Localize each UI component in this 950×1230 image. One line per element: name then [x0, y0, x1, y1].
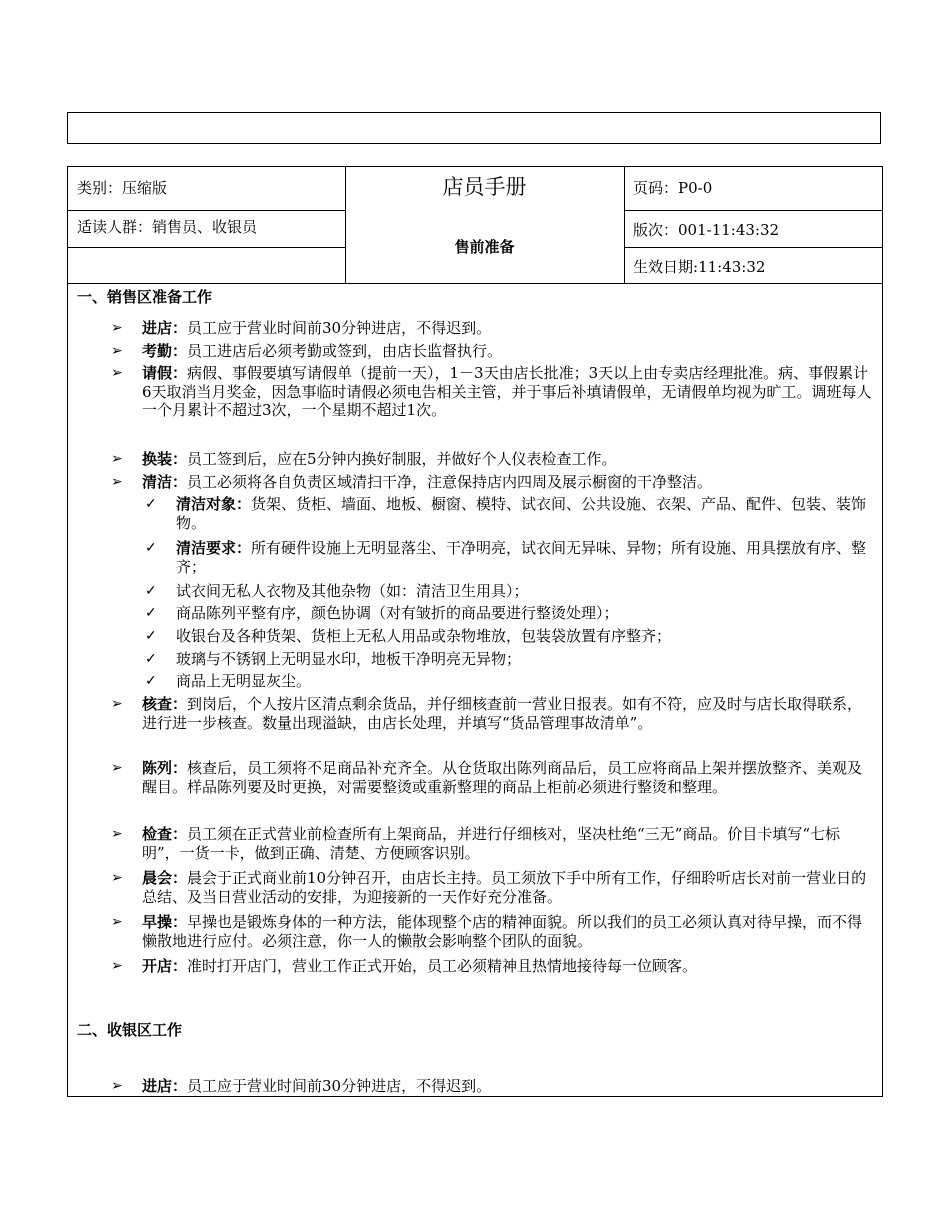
- item-term: 进店：: [142, 319, 188, 337]
- sub-item-text: 商品陈列平整有序，颜色协调（对有皱折的商品要进行整烫处理）；: [176, 604, 619, 622]
- audience-value: 销售员、收银员: [152, 218, 258, 236]
- sub-list-item: [176, 539, 876, 576]
- item-term: 核查：: [142, 695, 188, 713]
- item-term: 晨会：: [142, 869, 188, 887]
- bullet-arrow-icon: ➢: [111, 343, 123, 359]
- category-label: 类别：: [77, 179, 123, 197]
- list-item: [142, 913, 876, 950]
- check-mark-icon: ✓: [145, 628, 157, 644]
- item-text: 晨会于正式商业前10分钟召开，由店长主持。员工须放下手中所有工作，仔细聆听店长对前一营业日的总结、及当日营业活动的安排，为迎接新的一天作好充分准备。: [142, 869, 867, 906]
- bullet-arrow-icon: ➢: [111, 914, 123, 930]
- list-item: [142, 319, 876, 338]
- audience-cell: [77, 217, 257, 237]
- page-cell: [633, 178, 712, 198]
- sub-item-text: 所有硬件设施上无明显落尘、干净明亮，试衣间无异味、异物；所有设施、用具摆放有序、整齐；: [176, 539, 867, 576]
- version-label: 版次：: [633, 221, 679, 239]
- item-term: 清洁：: [142, 473, 188, 491]
- item-text: 员工应于营业时间前30分钟进店，不得迟到。: [187, 1077, 492, 1095]
- version-cell: [633, 220, 779, 240]
- sub-item-text: 试衣间无私人衣物及其他杂物（如：清洁卫生用具）；: [176, 582, 529, 600]
- sub-list-item: [176, 582, 876, 601]
- item-term: 换装：: [142, 450, 188, 468]
- list-item: [142, 450, 876, 469]
- sub-list-item: [176, 495, 876, 532]
- effective-value: 11:43:32: [698, 258, 766, 276]
- header-divider-h2b: [624, 247, 883, 248]
- version-value: 001-11:43:32: [678, 221, 780, 239]
- category-cell: [77, 178, 167, 198]
- check-mark-icon: ✓: [145, 673, 157, 689]
- list-item: [142, 695, 876, 732]
- item-text: 核查后，员工须将不足商品补充齐全。从仓货取出陈列商品后，员工应将商品上架并摆放整齐、美观及醒目。样品陈列要及时更换，对需要整烫或重新整理的商品上柜前必须进行整烫和整理。: [142, 759, 863, 796]
- item-text: 员工应于营业时间前30分钟进店，不得迟到。: [187, 319, 492, 337]
- list-item: [142, 342, 876, 361]
- list-item: [142, 1077, 876, 1096]
- check-mark-icon: ✓: [145, 605, 157, 621]
- document-frame: [67, 166, 883, 1097]
- item-text: 准时打开店门，营业工作正式开始，员工必须精神且热情地接待每一位顾客。: [187, 957, 698, 975]
- header-divider-h1b: [624, 210, 883, 211]
- item-text: 员工签到后，应在5分钟内换好制服，并做好个人仪表检查工作。: [187, 450, 617, 468]
- bullet-arrow-icon: ➢: [111, 365, 123, 381]
- bullet-arrow-icon: ➢: [111, 1078, 123, 1094]
- bullet-arrow-icon: ➢: [111, 696, 123, 712]
- check-mark-icon: ✓: [145, 651, 157, 667]
- item-term: 检查：: [142, 825, 188, 843]
- item-term: 请假：: [142, 364, 188, 382]
- bullet-arrow-icon: ➢: [111, 451, 123, 467]
- item-text: 到岗后，个人按片区清点剩余货品，并仔细核查前一营业日报表。如有不符，应及时与店长取得联系，进行进一步核查。数量出现溢缺，由店长处理，并填写“货品管理事故清单”。: [142, 695, 863, 732]
- item-term: 考勤：: [142, 342, 188, 360]
- section-title-cashier: 二、收银区工作: [77, 1021, 183, 1039]
- item-text: 员工进店后必须考勤或签到，由店长监督执行。: [187, 342, 503, 360]
- header-divider-h2: [68, 247, 345, 248]
- bullet-arrow-icon: ➢: [111, 320, 123, 336]
- list-item: [142, 473, 876, 492]
- list-item: [142, 759, 876, 796]
- bullet-arrow-icon: ➢: [111, 826, 123, 842]
- item-text: 早操也是锻炼身体的一种方法，能体现整个店的精神面貌。所以我们的员工必须认真对待早操，而不得懒散地进行应付。必须注意，你一人的懒散会影响整个团队的面貌。: [142, 913, 863, 950]
- sub-item-text: 玻璃与不锈钢上无明显水印，地板干净明亮无异物；: [176, 650, 522, 668]
- section-title-sales: 一、销售区准备工作: [77, 288, 213, 306]
- item-term: 进店：: [142, 1077, 188, 1095]
- header-bottom-line: [68, 283, 883, 284]
- sub-item-text: 商品上无明显灰尘。: [176, 672, 312, 690]
- document-subtitle: 售前准备: [454, 238, 515, 256]
- check-mark-icon: ✓: [145, 540, 157, 556]
- document-title: 店员手册: [442, 175, 527, 199]
- list-item: [142, 825, 876, 862]
- item-term: 陈列：: [142, 759, 188, 777]
- list-item: [142, 869, 876, 906]
- sub-item-text: 货架、货柜、墙面、地板、橱窗、模特、试衣间、公共设施、衣架、产品、配件、包装、装饰物。: [176, 495, 867, 532]
- sub-item-term: 清洁对象：: [176, 495, 252, 513]
- sub-list-item: [176, 627, 876, 646]
- bullet-arrow-icon: ➢: [111, 958, 123, 974]
- category-value: 压缩版: [122, 179, 168, 197]
- effective-label: 生效日期:: [633, 258, 699, 276]
- item-text: 员工必须将各自负责区域清扫干净，注意保持店内四周及展示橱窗的干净整洁。: [187, 473, 713, 491]
- sub-list-item: [176, 650, 876, 669]
- effective-date-cell: [633, 257, 765, 277]
- audience-label: 适读人群：: [77, 218, 153, 236]
- item-term: 开店：: [142, 957, 188, 975]
- check-mark-icon: ✓: [145, 583, 157, 599]
- bullet-arrow-icon: ➢: [111, 474, 123, 490]
- sub-item-term: 清洁要求：: [176, 539, 252, 557]
- top-header-box: [67, 112, 881, 144]
- sub-list-item: [176, 604, 876, 623]
- bullet-arrow-icon: ➢: [111, 760, 123, 776]
- item-term: 早操：: [142, 913, 188, 931]
- page-value: P0-0: [678, 179, 713, 197]
- page-label: 页码：: [633, 179, 679, 197]
- sub-list-item: [176, 672, 876, 691]
- header-divider-v2: [624, 167, 625, 284]
- header-divider-h1: [68, 210, 345, 211]
- bullet-arrow-icon: ➢: [111, 870, 123, 886]
- list-item: [142, 364, 876, 420]
- list-item: [142, 957, 876, 976]
- check-mark-icon: ✓: [145, 496, 157, 512]
- sub-item-text: 收银台及各种货架、货柜上无私人用品或杂物堆放，包装袋放置有序整齐；: [176, 627, 672, 645]
- item-text: 病假、事假要填写请假单（提前一天），1－3天由店长批准；3天以上由专卖店经理批准。病、事假累计6天取消当月奖金，因急事临时请假必须电告相关主管，并于事后补填请假单，无请假单均视为旷工。调班每人一个月累计不超过3次，一个星期不超过1次。: [142, 364, 872, 419]
- item-text: 员工须在正式营业前检查所有上架商品，并进行仔细核对，坚决杜绝“三无”商品。价目卡填写“七标明”，一货一卡，做到正确、清楚、方便顾客识别。: [142, 825, 841, 862]
